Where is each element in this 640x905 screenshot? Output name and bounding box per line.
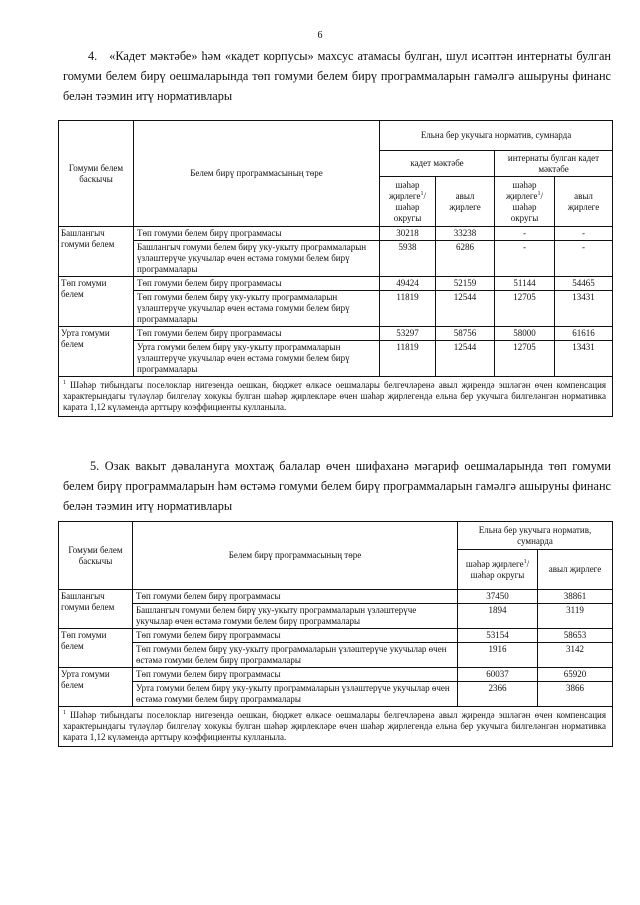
value-cell: 49424 [380, 277, 436, 291]
program-cell: Төп гомуми белем бирү программасы [134, 277, 380, 291]
normative-table-sanatorium [58, 521, 613, 747]
header-rural-boarding: авыл җирлеге [555, 177, 613, 227]
program-cell: Башлангыч гомуми белем бирү уку-укыту программаларын үзләштерүче укучылар өчен өстәмә гомуми белем бирү программалары [133, 604, 458, 629]
value-cell: 53154 [458, 629, 538, 643]
value-cell: 12544 [436, 341, 495, 377]
table-row [59, 590, 613, 604]
value-cell: 33238 [436, 227, 495, 241]
header-city-mark: 1 [523, 558, 527, 565]
value-cell: 30218 [380, 227, 436, 241]
program-cell: Төп гомуми белем бирү программасы [134, 327, 380, 341]
footnote [59, 377, 613, 417]
header-city-prefix: шәһәр җирлеге [506, 179, 538, 201]
header-city-suffix: / шәһәр округы [393, 190, 426, 223]
table-row [59, 241, 613, 277]
value-cell: 58756 [436, 327, 495, 341]
value-cell: 65920 [538, 668, 613, 682]
value-cell: 51144 [495, 277, 555, 291]
header-normative: Ельна бер укучыга норматив, сумнарда [380, 121, 613, 151]
header-level: Гомуми белем баскычы [59, 121, 134, 227]
header-city-suffix: / шәһәр округы [470, 558, 530, 580]
header-normative: Ельна бер укучыга норматив, сумнарда [458, 522, 613, 550]
value-cell: 3866 [538, 682, 613, 707]
value-cell: - [555, 227, 613, 241]
value-cell: 53297 [380, 327, 436, 341]
table-row [59, 604, 613, 629]
table-row [59, 277, 613, 291]
header-city-suffix: / шәһәр округы [510, 190, 543, 223]
value-cell: - [495, 227, 555, 241]
program-cell: Төп гомуми белем бирү программасы [133, 668, 458, 682]
value-cell: 5938 [380, 241, 436, 277]
value-cell: 58653 [538, 629, 613, 643]
value-cell: 11819 [380, 341, 436, 377]
program-cell: Төп гомуми белем бирү программасы [133, 590, 458, 604]
value-cell: 2366 [458, 682, 538, 707]
header-city-mark: 1 [537, 190, 541, 197]
section-5-heading: 5. Озак вакыт дәвалануга мохтаҗ балалар өчен шифаханә мәгариф оешмаларында төп гомуми белем бирү программаларын һәм өстәмә гомуми белем бирү программаларын гамәлгә ашыруны финанс белән тәэмин итү нормативлары [63, 459, 611, 513]
footnote-row [59, 377, 613, 417]
value-cell: 54465 [555, 277, 613, 291]
footnote-text: Шәһәр тибындагы поселоклар нигезендә оешкан, бюджет өлкәсе оешмалары белгечләренә авыл җирендә эшләгән өчен компенсация характерындагы түләүләр билгеләү хокукы булган шәһәр җирлекләре өчен шәһәр җирлегендә ельна бер укучыга билгеләнгән нормативка карата 1,12 күләмендә арттыру коэффициенты кулланыла. [63, 380, 607, 412]
table-row [59, 643, 613, 668]
program-cell: Төп гомуми белем бирү уку-укыту программаларын үзләштерүче укучылар өчен өстәмә гомуми белем бирү программалары [133, 643, 458, 668]
level-cell: Башлангыч гомуми белем [59, 590, 133, 629]
value-cell: 13431 [555, 341, 613, 377]
program-cell: Төп гомуми белем бирү уку-укыту программаларын үзләштерүче укучылар өчен өстәмә гомуми белем бирү программалары [134, 291, 380, 327]
value-cell: 52159 [436, 277, 495, 291]
value-cell: - [495, 241, 555, 277]
header-city-mark: 1 [420, 190, 424, 197]
program-cell: Урта гомуми белем бирү уку-укыту программаларын үзләштерүче укучылар өчен өстәмә гомуми белем бирү программалары [134, 341, 380, 377]
header-rural: авыл җирлеге [538, 550, 613, 590]
table-row [59, 227, 613, 241]
value-cell: 37450 [458, 590, 538, 604]
value-cell: 12705 [495, 341, 555, 377]
table-row [59, 291, 613, 327]
header-boarding-cadet: интернаты булган кадет мәктәбе [495, 151, 613, 177]
value-cell: 38861 [538, 590, 613, 604]
level-cell: Башлангыч гомуми белем [59, 227, 134, 277]
header-city [380, 177, 436, 227]
table-row [59, 341, 613, 377]
value-cell: - [555, 241, 613, 277]
value-cell: 3119 [538, 604, 613, 629]
header-city-prefix: шәһәр җирлеге [465, 558, 524, 569]
header-city-boarding [495, 177, 555, 227]
section-4-heading: 4. «Кадет мәктәбе» һәм «кадет корпусы» махсус атамасы булган, шул исәптән интернаты булган гомуми белем бирү оешмаларында төп гомуми белем бирү программаларын гамәлгә ашыруны финанс белән тәэмин итү нормативлары [63, 49, 611, 103]
value-cell: 60037 [458, 668, 538, 682]
table-row [59, 682, 613, 707]
value-cell: 58000 [495, 327, 555, 341]
value-cell: 1916 [458, 643, 538, 668]
header-program-type: Белем бирү программасының төре [133, 522, 458, 590]
footnote-mark: 1 [63, 710, 66, 716]
header-cadet-school: кадет мәктәбе [380, 151, 495, 177]
table-row [59, 327, 613, 341]
page-number: 6 [317, 30, 323, 41]
footnote-row [59, 707, 613, 747]
table-row [59, 629, 613, 643]
footnote-mark: 1 [63, 380, 66, 386]
value-cell: 3142 [538, 643, 613, 668]
header-city-prefix: шәһәр җирлеге [389, 179, 421, 201]
program-cell: Урта гомуми белем бирү уку-укыту программаларын үзләштерүче укучылар өчен өстәмә гомуми белем бирү программалары [133, 682, 458, 707]
table-row [59, 668, 613, 682]
header-level: Гомуми белем баскычы [59, 522, 133, 590]
value-cell: 13431 [555, 291, 613, 327]
header-rural: авыл җирлеге [436, 177, 495, 227]
program-cell: Башлангыч гомуми белем бирү уку-укыту программаларын үзләштерүче укучылар өчен өстәмә гомуми белем бирү программалары [134, 241, 380, 277]
footnote-text: Шәһәр тибындагы поселоклар нигезендә оешкан, бюджет өлкәсе оешмалары белгечләренә авыл җирендә эшләгән өчен компенсация характерындагы түләүләр билгеләү хокукы булган шәһәр җирлекләре өчен шәһәр җирлегендә ельна бер укучыга билгеләнгән нормативка карата 1,12 күләмендә арттыру коэффициенты кулланыла. [63, 710, 607, 742]
level-cell: Төп гомуми белем [59, 629, 133, 668]
value-cell: 61616 [555, 327, 613, 341]
value-cell: 12544 [436, 291, 495, 327]
program-cell: Төп гомуми белем бирү программасы [134, 227, 380, 241]
table-body [59, 522, 613, 747]
value-cell: 1894 [458, 604, 538, 629]
header-city [458, 550, 538, 590]
normative-table-cadet [58, 120, 613, 417]
footnote [59, 707, 613, 747]
value-cell: 11819 [380, 291, 436, 327]
value-cell: 6286 [436, 241, 495, 277]
program-cell: Төп гомуми белем бирү программасы [133, 629, 458, 643]
header-program-type: Белем бирү программасының төре [134, 121, 380, 227]
level-cell: Төп гомуми белем [59, 277, 134, 327]
table-body [59, 121, 613, 417]
value-cell: 12705 [495, 291, 555, 327]
level-cell: Урта гомуми белем [59, 327, 134, 377]
level-cell: Урта гомуми белем [59, 668, 133, 707]
